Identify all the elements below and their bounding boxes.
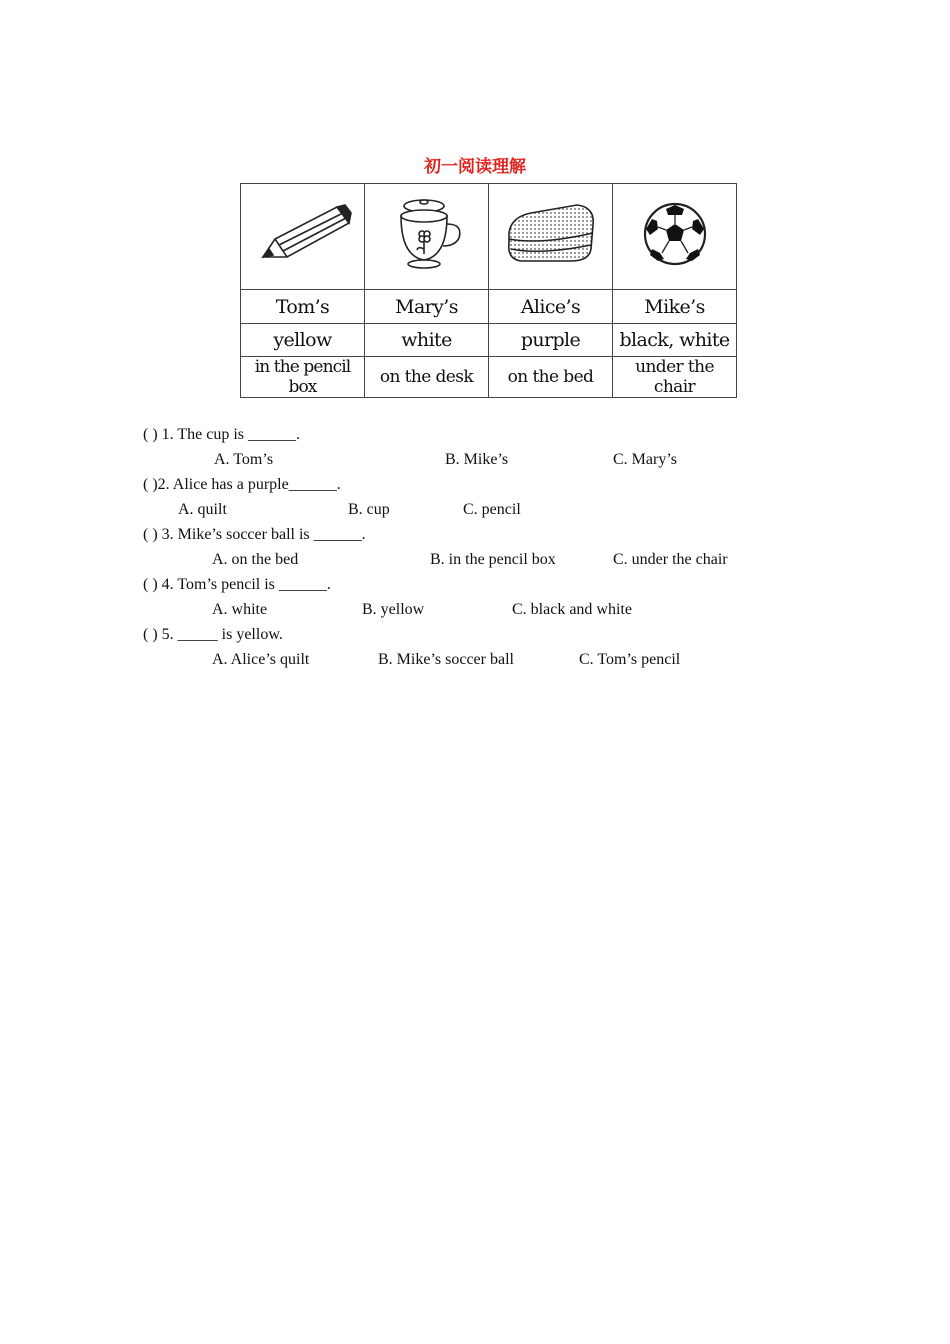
quilt-icon — [501, 199, 601, 269]
color-cell: purple — [489, 324, 613, 357]
question-stem: 1. The cup is ______. — [161, 426, 301, 443]
question-5 — [143, 626, 283, 644]
question-4 — [143, 576, 331, 594]
q2-option-b[interactable]: B. cup — [348, 501, 390, 518]
question-stem: 4. Tom’s pencil is ______. — [161, 576, 331, 593]
place-cell: in the pencil box — [241, 357, 365, 398]
owner-cell: Alice’s — [489, 290, 613, 324]
q3-option-a[interactable]: A. on the bed — [212, 551, 299, 568]
q5-option-b[interactable]: B. Mike’s soccer ball — [378, 651, 514, 668]
question-2 — [143, 476, 341, 494]
place-row — [241, 357, 737, 398]
owner-cell: Mike’s — [613, 290, 737, 324]
q1-option-b[interactable]: B. Mike’s — [445, 451, 509, 468]
q3-option-b[interactable]: B. in the pencil box — [430, 551, 556, 568]
info-table — [240, 183, 737, 398]
q2-option-c[interactable]: C. pencil — [463, 501, 521, 518]
q2-option-a[interactable]: A. quilt — [178, 501, 227, 518]
answer-bracket[interactable]: ( ) — [143, 526, 158, 543]
color-row — [241, 324, 737, 357]
image-row — [241, 184, 737, 290]
place-cell: on the desk — [365, 357, 489, 398]
answer-bracket[interactable]: ( ) — [143, 476, 158, 493]
pencil-cell — [241, 184, 365, 290]
q4-option-b[interactable]: B. yellow — [362, 601, 425, 618]
q5-option-c[interactable]: C. Tom’s pencil — [579, 651, 681, 668]
soccer-ball-icon — [640, 199, 710, 269]
color-cell: white — [365, 324, 489, 357]
answer-bracket[interactable]: ( ) — [143, 626, 158, 643]
color-cell: black, white — [613, 324, 737, 357]
answer-bracket[interactable]: ( ) — [143, 576, 158, 593]
place-cell: under the chair — [613, 357, 737, 398]
question-1 — [143, 426, 300, 444]
q4-option-c[interactable]: C. black and white — [512, 601, 632, 618]
question-stem: 3. Mike’s soccer ball is ______. — [161, 526, 366, 543]
owner-cell: Tom’s — [241, 290, 365, 324]
owner-cell: Mary’s — [365, 290, 489, 324]
q5-option-a[interactable]: A. Alice’s quilt — [212, 651, 310, 668]
q3-option-c[interactable]: C. under the chair — [613, 551, 728, 568]
cup-cell — [365, 184, 489, 290]
question-stem: 5. _____ is yellow. — [161, 626, 283, 643]
page-title: 初一阅读理解 — [424, 157, 526, 177]
owner-row — [241, 290, 737, 324]
place-cell: on the bed — [489, 357, 613, 398]
color-cell: yellow — [241, 324, 365, 357]
cup-icon — [387, 194, 467, 274]
soccer-ball-cell — [613, 184, 737, 290]
question-3 — [143, 526, 366, 544]
pencil-icon — [253, 199, 353, 269]
quilt-cell — [489, 184, 613, 290]
q4-option-a[interactable]: A. white — [212, 601, 268, 618]
q1-option-a[interactable]: A. Tom’s — [214, 451, 274, 468]
q1-option-c[interactable]: C. Mary’s — [613, 451, 677, 468]
question-stem: 2. Alice has a purple______. — [157, 476, 341, 493]
answer-bracket[interactable]: ( ) — [143, 426, 158, 443]
